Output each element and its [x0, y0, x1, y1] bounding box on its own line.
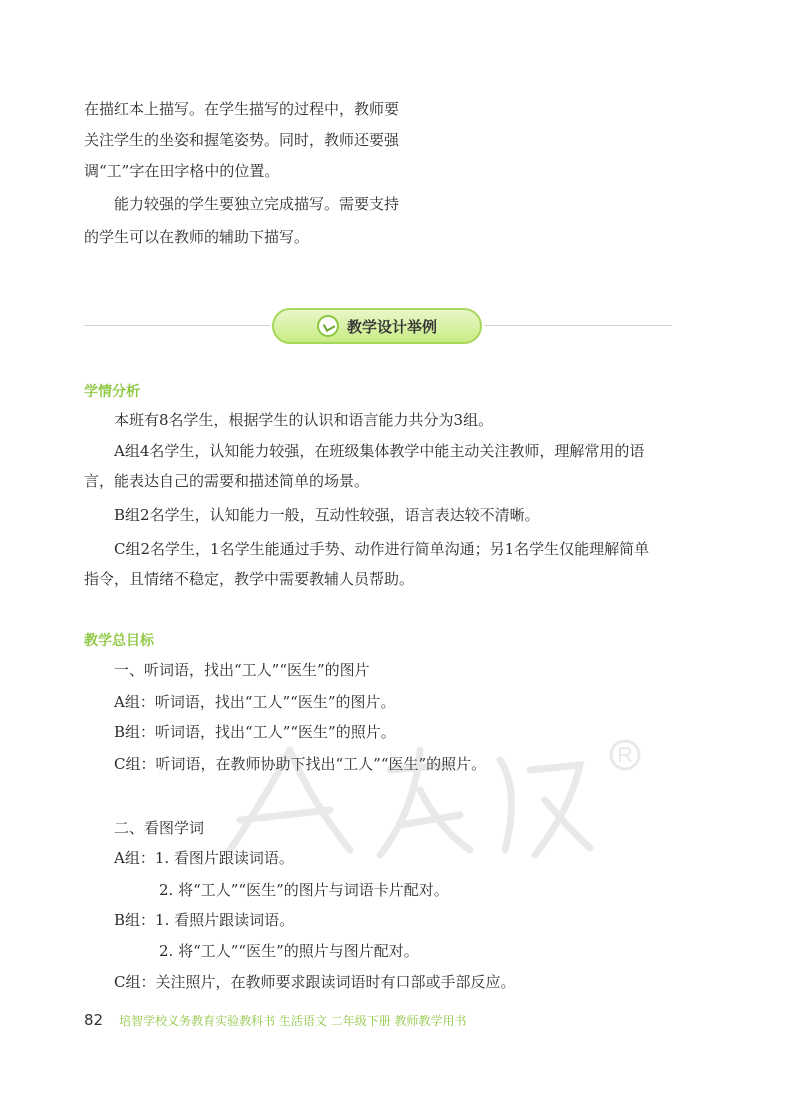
analysis-line: B组2名学生，认知能力一般，互动性较强，语言表达较不清晰。 — [84, 506, 540, 524]
goal-line: A组：听词语，找出“工人”“医生”的图片。 — [84, 693, 396, 711]
goal-line: 2. 将“工人”“医生”的照片与图片配对。 — [84, 942, 419, 960]
goal-line: C组：听词语，在教师协助下找出“工人”“医生”的照片。 — [84, 755, 487, 773]
analysis-line: C组2名学生，1名学生能通过手势、动作进行简单沟通；另1名学生仅能理解简单 — [84, 540, 650, 558]
section-banner — [272, 308, 482, 344]
intro-line: 调“工”字在田字格中的位置。 — [84, 162, 280, 180]
goals-heading: 教学总目标 — [84, 633, 154, 649]
pen-circle-icon — [317, 315, 339, 337]
analysis-heading: 学情分析 — [84, 384, 140, 400]
goal-line: A组：1. 看图片跟读词语。 — [84, 849, 294, 867]
intro-line: 能力较强的学生要独立完成描写。需要支持 — [84, 195, 400, 213]
analysis-line: 言，能表达自己的需要和描述简单的场景。 — [84, 472, 370, 490]
goal-line: C组：关注照片，在教师要求跟读词语时有口部或手部反应。 — [84, 973, 516, 991]
intro-line: 关注学生的坐姿和握笔姿势。同时，教师还要强 — [84, 131, 400, 149]
analysis-line: 指令，且情绪不稳定，教学中需要教辅人员帮助。 — [84, 570, 415, 588]
publisher-watermark-icon — [200, 730, 660, 870]
goal-line: B组：1. 看照片跟读词语。 — [84, 911, 295, 929]
divider-left — [84, 325, 270, 326]
goal-line: 2. 将“工人”“医生”的图片与词语卡片配对。 — [84, 881, 449, 899]
section-title: 教学设计举例 — [346, 317, 437, 336]
intro-line: 的学生可以在教师的辅助下描写。 — [84, 228, 310, 246]
intro-line: 在描红本上描写。在学生描写的过程中，教师要 — [84, 100, 400, 118]
goal-line: 一、听词语，找出“工人”“医生”的图片 — [84, 661, 370, 679]
goal-line: B组：听词语，找出“工人”“医生”的照片。 — [84, 723, 396, 741]
divider-right — [484, 325, 672, 326]
page-number: 82 — [84, 1011, 104, 1029]
page-footer — [84, 1011, 467, 1029]
goal-line: 二、看图学词 — [84, 819, 205, 837]
book-title: 培智学校义务教育实验教科书 生活语文 二年级下册 教师教学用书 — [119, 1014, 467, 1028]
analysis-line: A组4名学生，认知能力较强，在班级集体教学中能主动关注教师，理解常用的语 — [84, 442, 645, 460]
analysis-line: 本班有8名学生，根据学生的认识和语言能力共分为3组。 — [84, 411, 494, 429]
